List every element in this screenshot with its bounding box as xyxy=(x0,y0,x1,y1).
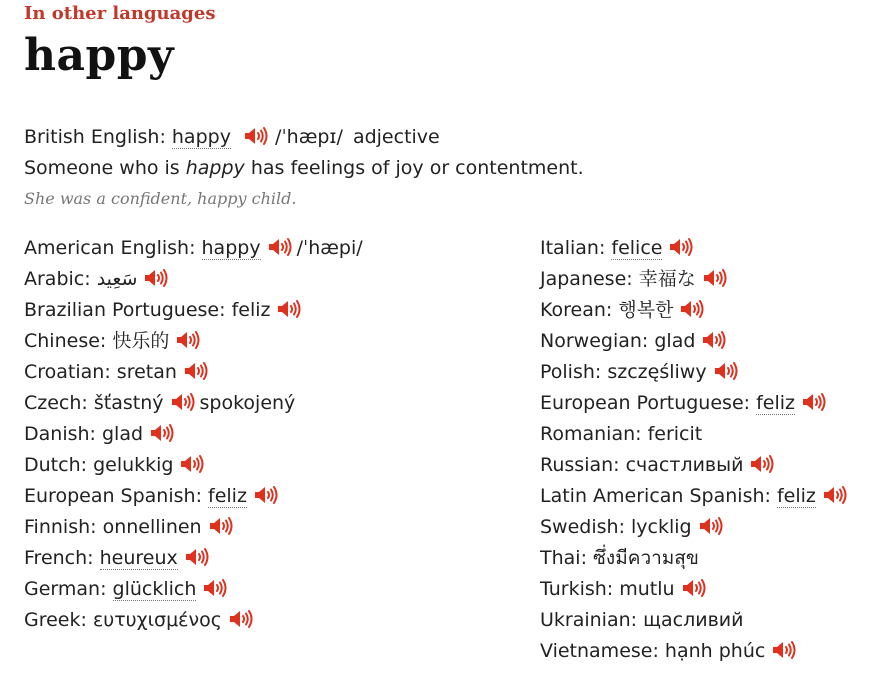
translation-row xyxy=(540,639,848,670)
language-label: Polish: xyxy=(540,361,602,383)
translation-word: glad xyxy=(101,423,144,445)
language-label: Swedish: xyxy=(540,516,625,538)
language-label: German: xyxy=(24,578,107,600)
translation-row xyxy=(540,453,848,484)
british-word-link[interactable]: happy xyxy=(171,126,231,148)
translation-row xyxy=(540,329,848,360)
translation-word: 행복한 xyxy=(618,299,674,321)
language-label: Turkish: xyxy=(540,578,614,600)
translation-row xyxy=(24,484,363,515)
translation-word-link[interactable]: glücklich xyxy=(112,578,197,600)
language-label: French: xyxy=(24,547,94,569)
definition xyxy=(24,156,584,180)
translation-row xyxy=(24,391,363,422)
translation-row xyxy=(24,360,363,391)
translation-word: fericit xyxy=(647,423,703,445)
example-sentence: She was a confident, happy child. xyxy=(24,189,297,208)
language-label: Brazilian Portuguese: xyxy=(24,299,226,321)
speaker-icon[interactable] xyxy=(698,515,724,537)
language-label: Croatian: xyxy=(24,361,111,383)
language-label: Arabic: xyxy=(24,268,91,290)
translation-word: onnellinen xyxy=(102,516,202,538)
translation-word: счастливый xyxy=(625,454,744,476)
translations-right-column xyxy=(540,236,848,670)
translation-word: ευτυχισμένος xyxy=(92,609,222,631)
translation-word: glad xyxy=(654,330,696,352)
language-label: American English: xyxy=(24,237,196,259)
translation-word-link[interactable]: feliz xyxy=(208,485,247,507)
translation-word: gelukkig xyxy=(93,454,174,476)
language-label: Danish: xyxy=(24,423,96,445)
british-pronunciation: /ˈhæpɪ/ xyxy=(275,126,343,148)
translation-row xyxy=(24,577,363,608)
section-label: In other languages xyxy=(24,3,216,24)
translation-word: سَعِيد xyxy=(96,268,138,290)
speaker-icon[interactable] xyxy=(702,267,728,289)
speaker-icon[interactable] xyxy=(253,484,279,506)
speaker-icon[interactable] xyxy=(822,484,848,506)
translation-word-link[interactable]: heureux xyxy=(99,547,178,569)
language-label: Czech: xyxy=(24,392,88,414)
translation-row xyxy=(540,515,848,546)
language-label: European Spanish: xyxy=(24,485,202,507)
translation-word-link[interactable]: happy xyxy=(201,237,261,259)
translation-word: ซึ่งมีความสุข xyxy=(593,547,699,569)
speaker-icon[interactable] xyxy=(170,391,196,413)
speaker-icon[interactable] xyxy=(701,329,727,351)
speaker-icon[interactable] xyxy=(681,577,707,599)
language-label: Finnish: xyxy=(24,516,97,538)
translation-word: lycklig xyxy=(631,516,692,538)
speaker-icon[interactable] xyxy=(175,329,201,351)
speaker-icon[interactable] xyxy=(183,360,209,382)
definition-after: has feelings of joy or contentment. xyxy=(250,157,584,179)
translation-word-alt: spokojený xyxy=(199,392,296,414)
speaker-icon[interactable] xyxy=(679,298,705,320)
translation-row xyxy=(24,298,363,329)
language-label: Romanian: xyxy=(540,423,642,445)
translation-word-link[interactable]: feliz xyxy=(776,485,816,507)
translation-word-link[interactable]: feliz xyxy=(756,392,795,414)
translation-word-link[interactable]: felice xyxy=(611,237,663,259)
translation-row xyxy=(540,577,848,608)
language-label: Italian: xyxy=(540,237,606,259)
british-entry xyxy=(24,125,440,149)
speaker-icon[interactable] xyxy=(771,639,797,661)
translation-row xyxy=(24,515,363,546)
language-label: Dutch: xyxy=(24,454,88,476)
speaker-icon[interactable] xyxy=(228,608,254,630)
translation-row xyxy=(540,546,848,577)
translation-row xyxy=(540,422,848,453)
language-label: Norwegian: xyxy=(540,330,649,352)
language-label: Chinese: xyxy=(24,330,107,352)
translation-word: 快乐的 xyxy=(112,330,170,352)
language-label: Ukrainian: xyxy=(540,609,638,631)
translation-row xyxy=(540,236,848,267)
speaker-icon[interactable] xyxy=(243,125,269,147)
translation-row xyxy=(24,608,363,639)
speaker-icon[interactable] xyxy=(179,453,205,475)
language-label: Russian: xyxy=(540,454,620,476)
speaker-icon[interactable] xyxy=(184,546,210,568)
speaker-icon[interactable] xyxy=(801,391,827,413)
translation-word: sretan xyxy=(116,361,177,383)
translation-row xyxy=(24,267,363,298)
translation-word: щасливий xyxy=(643,609,744,631)
translation-row xyxy=(540,608,848,639)
translation-word: 幸福な xyxy=(638,268,696,290)
definition-before: Someone who is xyxy=(24,157,180,179)
definition-highlight: happy xyxy=(185,157,245,179)
translations-left-column xyxy=(24,236,363,639)
language-label: Vietnamese: xyxy=(540,640,659,662)
translation-word: feliz xyxy=(231,299,271,321)
speaker-icon[interactable] xyxy=(149,422,175,444)
speaker-icon[interactable] xyxy=(267,236,293,258)
translation-row xyxy=(540,484,848,515)
translation-row xyxy=(24,236,363,267)
translation-row xyxy=(540,360,848,391)
translation-row xyxy=(24,329,363,360)
language-label: Japanese: xyxy=(540,268,633,290)
speaker-icon[interactable] xyxy=(713,360,739,382)
translation-row xyxy=(540,267,848,298)
translation-pronunciation: /ˈhæpi/ xyxy=(296,237,363,259)
translation-row xyxy=(540,298,848,329)
language-label: Thai: xyxy=(540,547,587,569)
translation-word: šťastný xyxy=(93,392,164,414)
translation-row xyxy=(540,391,848,422)
translation-word: mutlu xyxy=(619,578,675,600)
language-label: Korean: xyxy=(540,299,613,321)
speaker-icon[interactable] xyxy=(202,577,228,599)
translation-row xyxy=(24,546,363,577)
translation-word: szczęśliwy xyxy=(607,361,707,383)
headword: happy xyxy=(24,30,175,81)
british-label: British English: xyxy=(24,126,166,148)
speaker-icon[interactable] xyxy=(208,515,234,537)
speaker-icon[interactable] xyxy=(749,453,775,475)
language-label: Latin American Spanish: xyxy=(540,485,771,507)
translation-row xyxy=(24,422,363,453)
british-pos: adjective xyxy=(352,126,440,148)
speaker-icon[interactable] xyxy=(276,298,302,320)
translation-word: hạnh phúc xyxy=(664,640,766,662)
language-label: Greek: xyxy=(24,609,87,631)
language-label: European Portuguese: xyxy=(540,392,751,414)
speaker-icon[interactable] xyxy=(143,267,169,289)
translation-row xyxy=(24,453,363,484)
speaker-icon[interactable] xyxy=(668,236,694,258)
